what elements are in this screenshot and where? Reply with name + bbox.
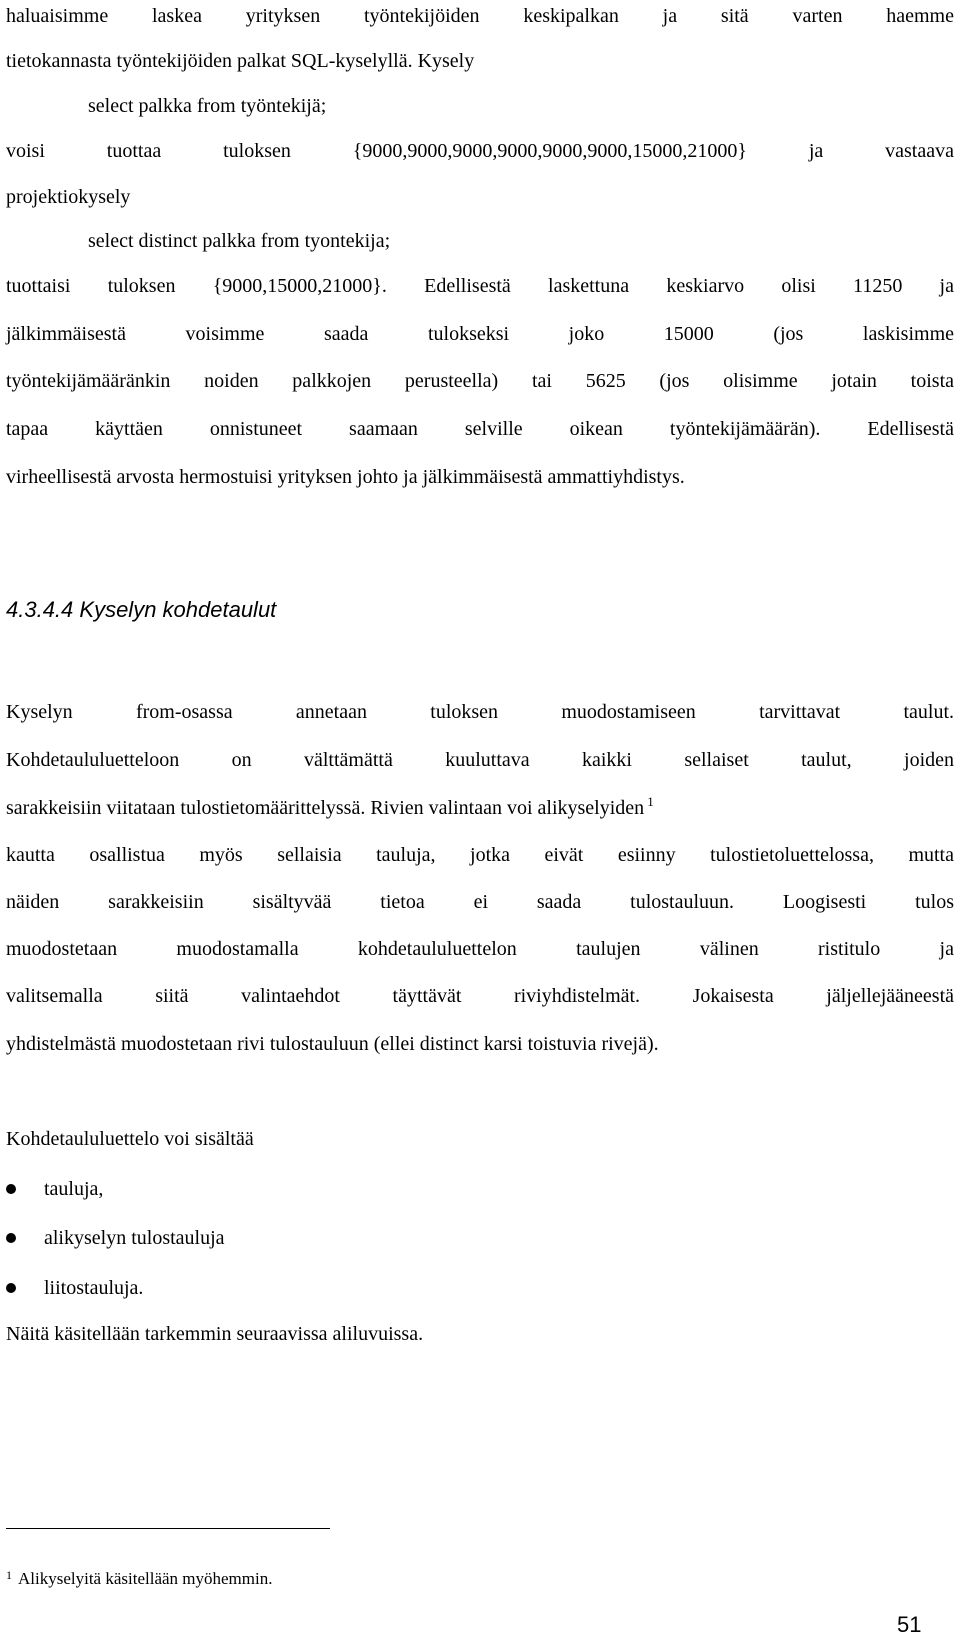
text-line: Kohdetaululuetteloon on välttämättä kuuluttava kaikki sellaiset taulut, joiden <box>6 749 954 771</box>
text-line: työntekijämääränkin noiden palkkojen perusteella) tai 5625 (jos olisimme jotain toista <box>6 370 954 392</box>
text-line: tietokannasta työntekijöiden palkat SQL-kyselyllä. Kysely <box>6 50 475 72</box>
text-line: yhdistelmästä muodostetaan rivi tulostauluun (ellei distinct karsi toistuvia rivejä). <box>6 1033 659 1055</box>
text-line: muodostetaan muodostamalla kohdetaululuettelon taulujen välinen ristitulo ja <box>6 938 954 960</box>
footnote-reference[interactable]: 1 <box>647 794 654 809</box>
list-item-text: alikyselyn tulostauluja <box>44 1227 225 1249</box>
text-line-with-footnote <box>6 796 954 820</box>
list-outro: Näitä käsitellään tarkemmin seuraavissa aliluvuissa. <box>6 1323 424 1345</box>
footnote <box>6 1568 272 1590</box>
text-line: Kyselyn from-osassa annetaan tuloksen muodostamiseen tarvittavat taulut. <box>6 701 954 723</box>
list-item-text: tauluja, <box>44 1178 104 1200</box>
bullet-icon <box>6 1233 16 1243</box>
code-line: select distinct palkka from tyontekija; <box>88 230 391 252</box>
text-line: näiden sarakkeisiin sisältyvää tietoa ei saada tulostauluun. Loogisesti tulos <box>6 891 954 913</box>
page-number: 51 <box>897 1612 922 1637</box>
bullet-icon <box>6 1283 16 1293</box>
footnote-divider <box>6 1528 330 1529</box>
footnote-mark: 1 <box>6 1568 12 1582</box>
text-line: valitsemalla siitä valintaehdot täyttävät riviyhdistelmät. Jokaisesta jäljellejääneestä <box>6 985 954 1007</box>
text-line: jälkimmäisestä voisimme saada tulokseksi joko 15000 (jos laskisimme <box>6 323 954 345</box>
text-line: projektiokysely <box>6 186 131 208</box>
text-span: sarakkeisiin viitataan tulostietomäärittelyssä. Rivien valintaan voi alikyselyiden <box>6 797 645 819</box>
text-line: haluaisimme laskea yrityksen työntekijöiden keskipalkan ja sitä varten haemme <box>6 5 954 27</box>
code-line: select palkka from työntekijä; <box>88 95 327 117</box>
bullet-icon <box>6 1184 16 1194</box>
text-line: voisi tuottaa tuloksen {9000,9000,9000,9000,9000,9000,15000,21000} ja vastaava <box>6 140 954 162</box>
footnote-text: Alikyselyitä käsitellään myöhemmin. <box>18 1569 273 1588</box>
text-line: kautta osallistua myös sellaisia tauluja, jotka eivät esiinny tulostietoluettelossa, mutta <box>6 844 954 866</box>
text-line: tapaa käyttäen onnistuneet saamaan selville oikean työntekijämäärän). Edellisestä <box>6 418 954 440</box>
list-intro: Kohdetaululuettelo voi sisältää <box>6 1128 254 1150</box>
list-item-text: liitostauluja. <box>44 1277 144 1299</box>
text-line: virheellisestä arvosta hermostuisi yrityksen johto ja jälkimmäisestä ammattiyhdistys. <box>6 466 685 488</box>
section-heading: 4.3.4.4 Kyselyn kohdetaulut <box>6 597 277 622</box>
text-line: tuottaisi tuloksen {9000,15000,21000}. Edellisestä laskettuna keskiarvo olisi 11250 ja <box>6 275 954 297</box>
